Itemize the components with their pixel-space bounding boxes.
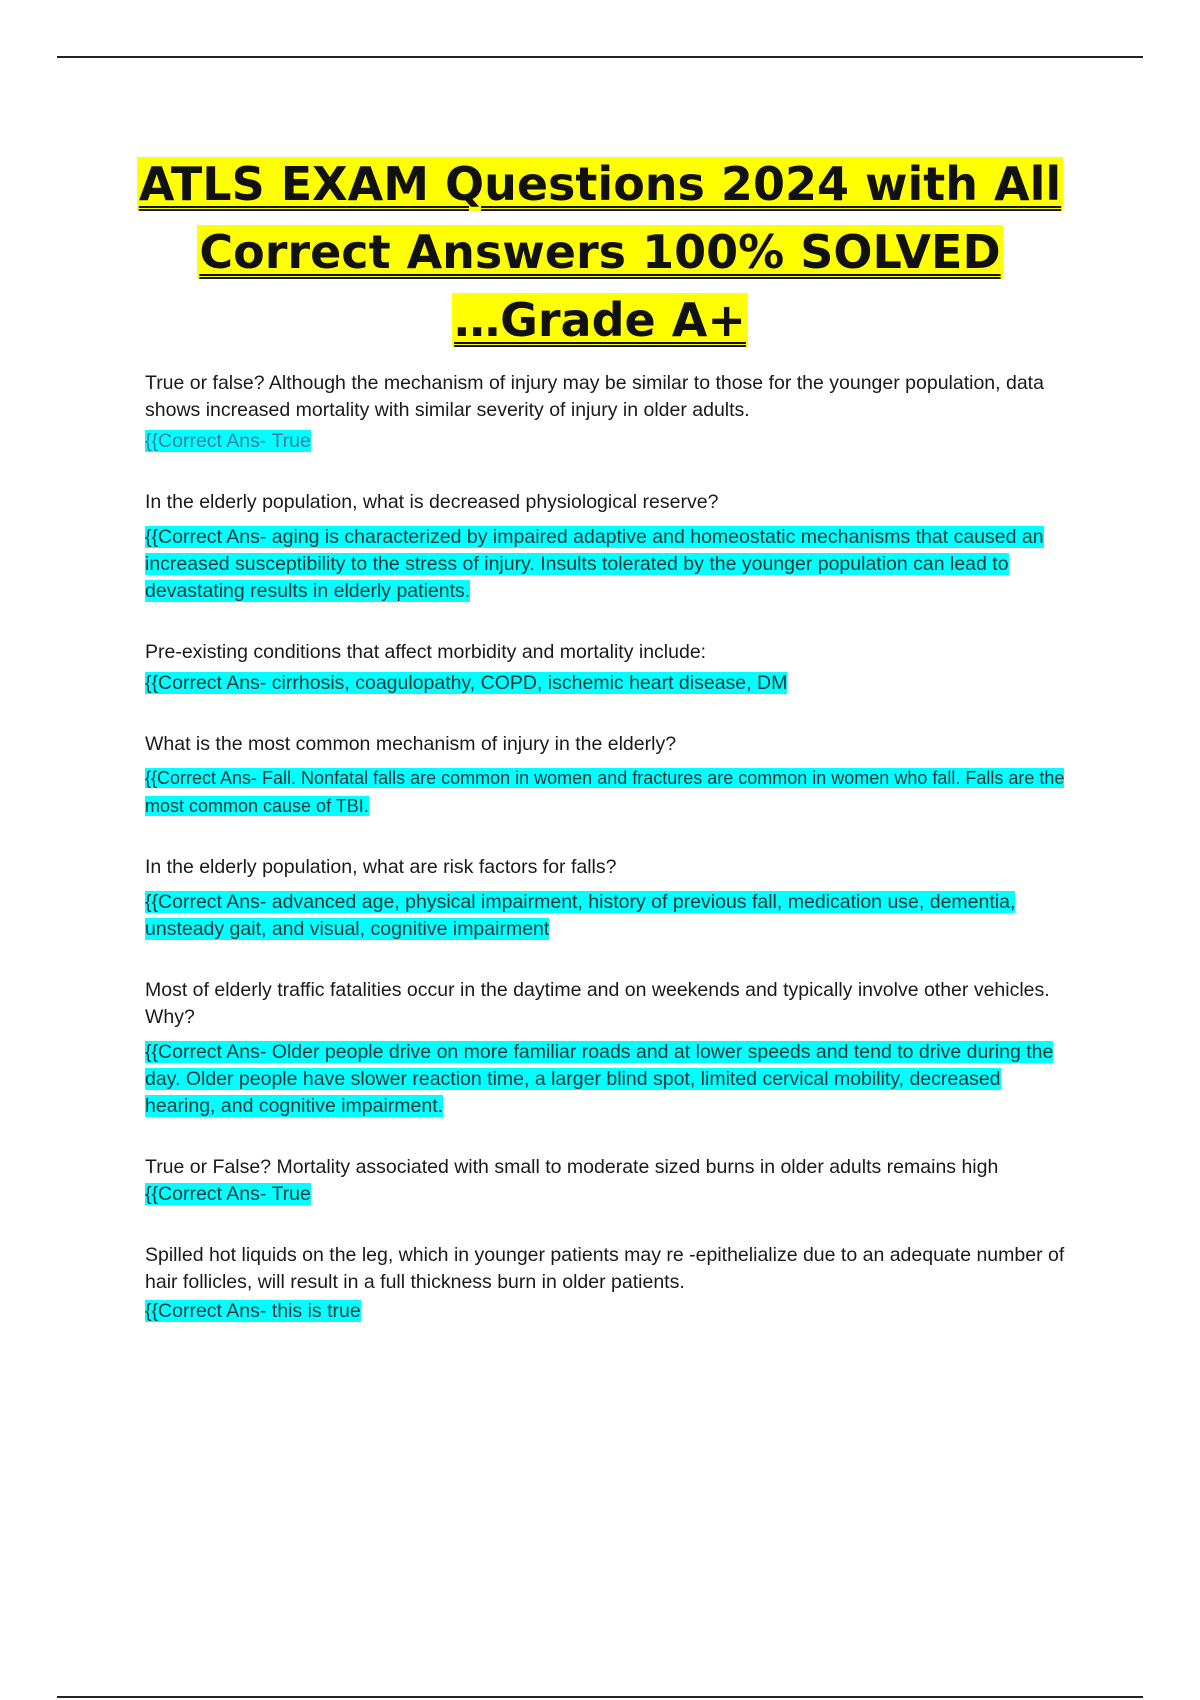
question-text: In the elderly population, what are risk factors for falls?: [145, 856, 617, 878]
answer-text: {{Correct Ans- True: [145, 1183, 311, 1205]
question-text: Most of elderly traffic fatalities occur in the daytime and on weekends and typically involve other vehicles. Why?: [145, 979, 1050, 1028]
qa-item-7: [145, 1154, 1065, 1208]
title-line-3: …Grade A+: [454, 293, 746, 347]
top-divider: [57, 56, 1143, 58]
answer-text: {{Correct Ans- Fall. Nonfatal falls are common in women and fractures are common in women who fall. Falls are the most common cause of TBI.: [145, 768, 1065, 816]
qa-item-5: [145, 854, 1065, 943]
answer-text: {{Correct Ans- True: [145, 430, 311, 452]
answer-text: {{Correct Ans- Older people drive on more familiar roads and at lower speeds and tend to drive during the day. Older people have slower reaction time, a larger blind spot, limited cervical mobility, decreased hearing, and cognitive impairment.: [145, 1041, 1054, 1117]
question-text: Spilled hot liquids on the leg, which in younger patients may re -epithelialize due to an adequate number of hair follicles, will result in a full thickness burn in older patients.: [145, 1244, 1065, 1293]
answer-text: {{Correct Ans- cirrhosis, coagulopathy, COPD, ischemic heart disease, DM: [145, 672, 788, 694]
document-title: [100, 150, 1100, 354]
qa-item-4: [145, 731, 1065, 820]
answer-text: {{Correct Ans- aging is characterized by impaired adaptive and homeostatic mechanisms that caused an increased susceptibility to the stress of injury. Insults tolerated by the younger population can lead to devastating results in elderly patients.: [145, 526, 1044, 602]
question-text: In the elderly population, what is decreased physiological reserve?: [145, 491, 719, 513]
bottom-divider: [57, 1696, 1143, 1698]
question-text: True or false? Although the mechanism of injury may be similar to those for the younger population, data shows increased mortality with similar severity of injury in older adults.: [145, 372, 1044, 421]
answer-text: {{Correct Ans- advanced age, physical impairment, history of previous fall, medication use, dementia, unsteady gait, and visual, cognitive impairment: [145, 891, 1016, 940]
answer-text: {{Correct Ans- this is true: [145, 1300, 361, 1322]
title-line-1: ATLS EXAM Questions 2024 with All: [138, 157, 1062, 211]
qa-item-6: [145, 977, 1065, 1120]
qa-list: [145, 370, 1065, 1325]
title-line-2: Correct Answers 100% SOLVED: [199, 225, 1001, 279]
question-text: True or False? Mortality associated with small to moderate sized burns in older adults remains high: [145, 1156, 999, 1178]
question-text: What is the most common mechanism of injury in the elderly?: [145, 733, 677, 755]
question-text: Pre-existing conditions that affect morbidity and mortality include:: [145, 641, 707, 663]
qa-item-2: [145, 489, 1065, 605]
qa-item-8: [145, 1242, 1065, 1325]
qa-item-1: [145, 370, 1065, 455]
qa-item-3: [145, 639, 1065, 697]
